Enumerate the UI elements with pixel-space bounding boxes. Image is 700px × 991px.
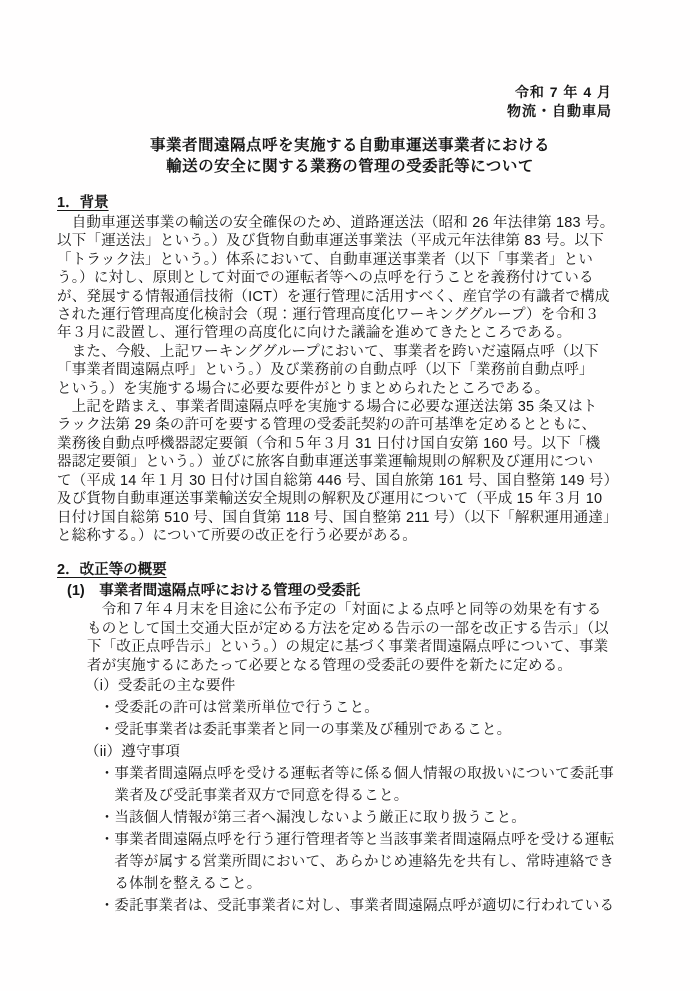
text-line: が、発展する情報通信技術（ICT）を運行管理に活用すべく、産官学の有識者で構成 <box>57 288 610 305</box>
text-line: ・事業者間遠隔点呼を行う運行管理者等と当該事業者間遠隔点呼を受ける運転 <box>85 831 615 848</box>
text-line: て（平成 14 年１月 30 日付け国自総第 446 号、国自旅第 161 号、国自整第 149 号） <box>57 472 619 489</box>
text-line: 及び貨物自動車運送事業輸送安全規則の解釈及び運用について（平成 15 年３月 10 <box>57 491 603 508</box>
text-line: 令和７年４月末を目途に公布予定の「対面による点呼と同等の効果を有する <box>87 602 602 619</box>
text-line: ラック法第 29 条の許可を要する管理の受委託契約の許可基準を定めるとともに、 <box>57 417 597 434</box>
section-background <box>57 194 660 545</box>
subsection-1 <box>57 581 660 917</box>
text-line: ・当該個人情報が第三者へ漏洩しないよう厳正に取り扱うこと。 <box>85 809 526 826</box>
text-line: された運行管理高度化検討会（現：運行管理高度化ワーキンググループ）を令和３ <box>57 307 600 324</box>
text-line: る体制を整えること。 <box>85 875 262 892</box>
date-line: 令和 7 年 4 月 <box>514 84 612 100</box>
text-line: ・事業者間遠隔点呼を受ける運転者等に係る個人情報の取扱いについて委託事 <box>85 765 614 782</box>
text-line: という。）を実施する場合に必要な要件がとりまとめられたところである。 <box>57 380 550 397</box>
text-line: ものとして国土交通大臣が定める方法を定める告示の一部を改正する告示」（以 <box>87 620 609 637</box>
document-header <box>0 0 700 121</box>
section-overview <box>57 561 660 917</box>
subsection-1-heading: (1) 事業者間遠隔点呼における管理の受委託 <box>67 583 361 600</box>
bureau-line: 物流・自動車局 <box>507 103 612 119</box>
text-line: 器認定要領」という。）並びに旅客自動車運送事業運輸規則の解釈及び運用につい <box>57 454 594 471</box>
text-line: 者が実施するにあたって必要となる管理の受委託の要件を新たに定める。 <box>87 657 573 674</box>
text-line: 下「改正点呼告示」という。）の規定に基づく事業者間遠隔点呼について、事業 <box>87 639 609 656</box>
section-1-heading: 1．背景 <box>57 195 109 211</box>
text-line: 業者及び受託事業者双方で同意を得ること。 <box>85 787 409 804</box>
text-line: 以下「運送法」という。）及び貨物自動車運送事業法（平成元年法律第 83 号。以下 <box>57 233 604 250</box>
text-line: ・受託事業者は委託事業者と同一の事業及び種別であること。 <box>85 721 512 738</box>
subsection-1-paragraph <box>87 601 660 675</box>
text-line: 「事業者間遠隔点呼」という。）及び業務前の自動点呼（以下「業務前自動点呼」 <box>57 362 594 379</box>
text-line: 「トラック法」という。）体系において、自動車運送事業者（以下「事業者」とい <box>57 251 594 268</box>
text-line: （ii）遵守事項 <box>85 743 181 760</box>
title-line-2: 輸送の安全に関する業務の管理の受委託等について <box>166 158 534 175</box>
section-2-heading: 2．改正等の概要 <box>57 562 167 579</box>
text-line: 日付け国自総第 510 号、国自貨第 118 号、国自整第 211 号）（以下「解釈運用通達」 <box>57 509 618 526</box>
title-line-1: 事業者間遠隔点呼を実施する自動車運送事業者における <box>149 137 550 154</box>
section-1-body <box>57 214 660 545</box>
text-line: 上記を踏まえ、事業者間遠隔点呼を実施する場合に必要な運送法第 35 条又はト <box>57 399 598 416</box>
text-line: （i）受委託の主な要件 <box>85 677 236 694</box>
text-line: う。）に対し、原則として対面での運転者等への点呼を行うことを義務付けている <box>57 270 594 287</box>
text-line: 者等が属する営業所間において、あらかじめ連絡先を共有し、常時連絡でき <box>85 853 614 870</box>
document-title <box>0 135 700 177</box>
subsection-1-items <box>85 675 660 917</box>
text-line: また、今般、上記ワーキンググループにおいて、事業者を跨いだ遠隔点呼（以下 <box>57 343 600 360</box>
text-line: ・受委託の許可は営業所単位で行うこと。 <box>85 699 379 716</box>
text-line: ・委託事業者は、受託事業者に対し、事業者間遠隔点呼が適切に行われている <box>85 897 615 914</box>
text-line: 年３月に設置し、運行管理の高度化に向けた議論を進めてきたところである。 <box>57 325 572 342</box>
text-line: 業務後自動点呼機器認定要領（令和５年３月 31 日付け国自安第 160 号。以下「機 <box>57 435 601 452</box>
text-line: と総称する。）について所要の改正を行う必要がある。 <box>57 527 417 544</box>
text-line: 自動車運送事業の輸送の安全確保のため、道路運送法（昭和 26 年法律第 183 号。 <box>57 215 615 231</box>
